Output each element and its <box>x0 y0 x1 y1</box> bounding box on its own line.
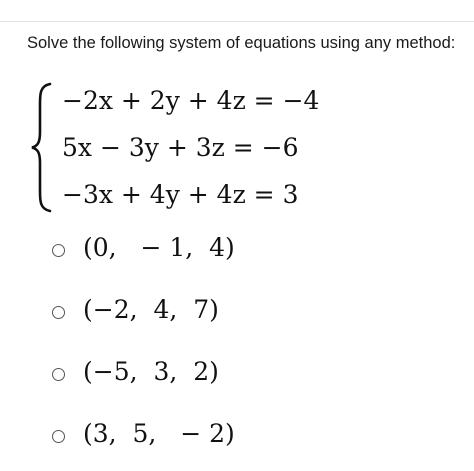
radio-button[interactable] <box>52 368 65 381</box>
radio-button[interactable] <box>52 244 65 257</box>
answer-option-1[interactable] <box>52 230 352 270</box>
equation-2: 5x − 3y + 3z = −6 <box>62 133 299 162</box>
radio-button[interactable] <box>52 306 65 319</box>
equation-system <box>30 80 370 215</box>
left-brace <box>30 80 54 215</box>
answer-option-label: (−2, 4, 7) <box>83 295 219 324</box>
answer-option-4[interactable] <box>52 416 352 456</box>
question-prompt: Solve the following system of equations using any method: <box>27 34 456 52</box>
answer-option-2[interactable] <box>52 292 352 332</box>
answer-option-label: (3, 5, − 2) <box>83 419 235 448</box>
equation-1: −2x + 2y + 4z = −4 <box>62 86 320 115</box>
answer-option-label: (−5, 3, 2) <box>83 357 219 386</box>
answer-option-label: (0, − 1, 4) <box>83 233 235 262</box>
radio-button[interactable] <box>52 430 65 443</box>
answer-option-3[interactable] <box>52 354 352 394</box>
equation-3: −3x + 4y + 4z = 3 <box>62 180 299 209</box>
top-divider <box>0 21 474 22</box>
